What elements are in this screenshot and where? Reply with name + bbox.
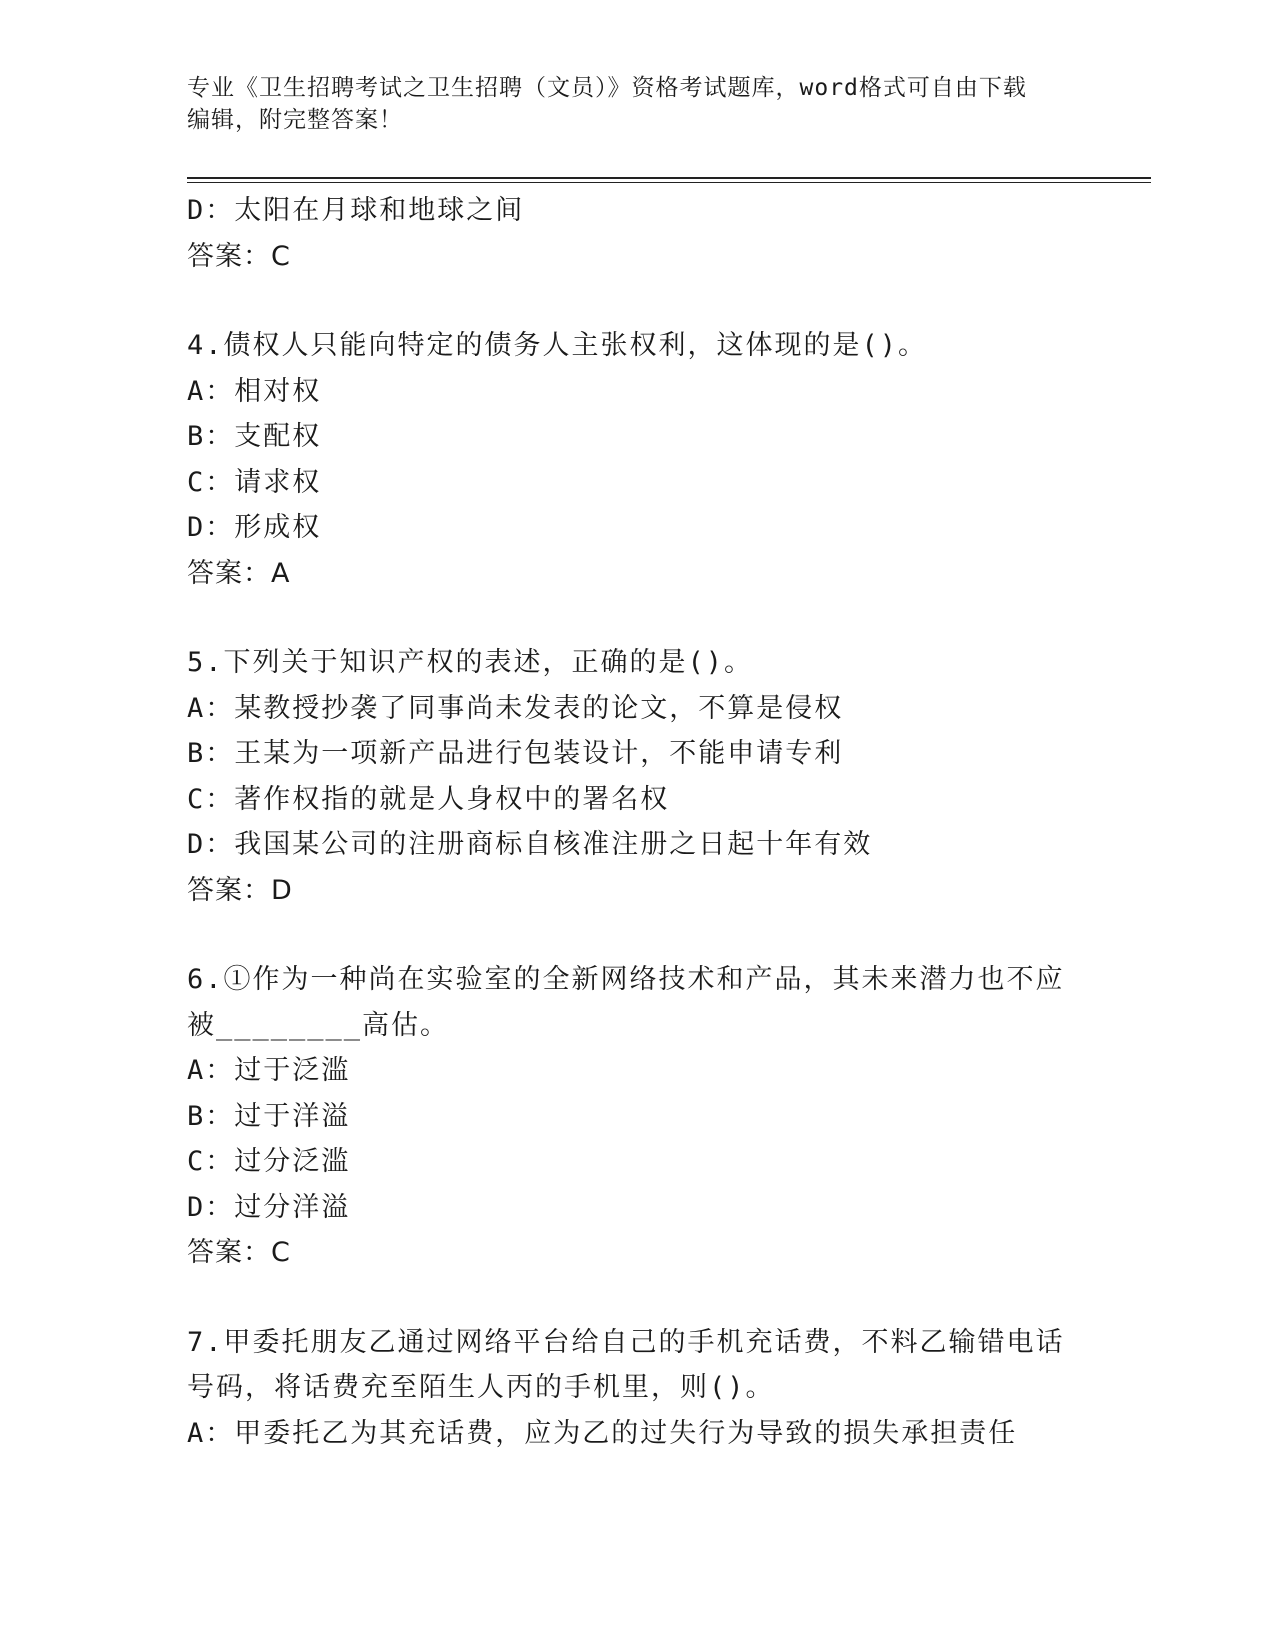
answer-line: 答案：C [187,1237,291,1268]
option-d: D：过分洋溢 [187,1191,351,1223]
option-a: A：相对权 [187,375,322,407]
option-c: C：过分泛滥 [187,1146,351,1177]
option-d: D：我国某公司的注册商标自核准注册之日起十年有效 [187,829,873,860]
option-c: C：著作权指的就是人身权中的署名权 [187,783,670,815]
option-a: A：某教授抄袭了同事尚未发表的论文，不算是侵权 [187,692,844,724]
question-6 [187,957,1087,1276]
option-b: B：王某为一项新产品进行包装设计，不能申请专利 [187,738,844,769]
question-stem-line-2: 号码，将话费充至陌生人丙的手机里，则()。 [187,1372,775,1403]
question-stem: 5.下列关于知识产权的表述，正确的是()。 [187,647,754,678]
question-7 [187,1320,1087,1457]
answer-line: 答案：C [187,240,291,272]
question-5 [187,640,1087,913]
question-4 [187,323,1087,596]
spacer [187,279,1087,323]
spacer [187,596,1087,640]
question-stem-line-1: 6.①作为一种尚在实验室的全新网络技术和产品，其未来潜力也不应 [187,964,1065,995]
question-stem-line-2: 被________高估。 [187,1009,450,1041]
option-d: D：太阳在月球和地球之间 [187,195,525,226]
option-d: D：形成权 [187,512,322,543]
option-b: B：过于洋溢 [187,1100,351,1132]
header-rule-thin [187,182,1151,183]
header-line-1: 专业《卫生招聘考试之卫生招聘（文员）》资格考试题库，word格式可自由下载 [187,75,1027,101]
header-line-2: 编辑，附完整答案！ [187,107,403,133]
answer-line: 答案：D [187,874,293,906]
option-a: A：过于泛滥 [187,1055,351,1086]
answer-line: 答案：A [187,557,291,589]
spacer [187,913,1087,957]
header-rule-thick [187,177,1151,179]
page-header [187,72,1087,136]
spacer [187,1276,1087,1320]
question-stem: 4.债权人只能向特定的债务人主张权利，这体现的是()。 [187,330,928,361]
question-stem-line-1: 7.甲委托朋友乙通过网络平台给自己的手机充话费，不料乙输错电话 [187,1326,1065,1358]
option-b: B：支配权 [187,421,322,452]
option-c: C：请求权 [187,466,322,498]
option-a: A：甲委托乙为其充话费，应为乙的过失行为导致的损失承担责任 [187,1417,1018,1449]
question-list [187,188,1087,1456]
